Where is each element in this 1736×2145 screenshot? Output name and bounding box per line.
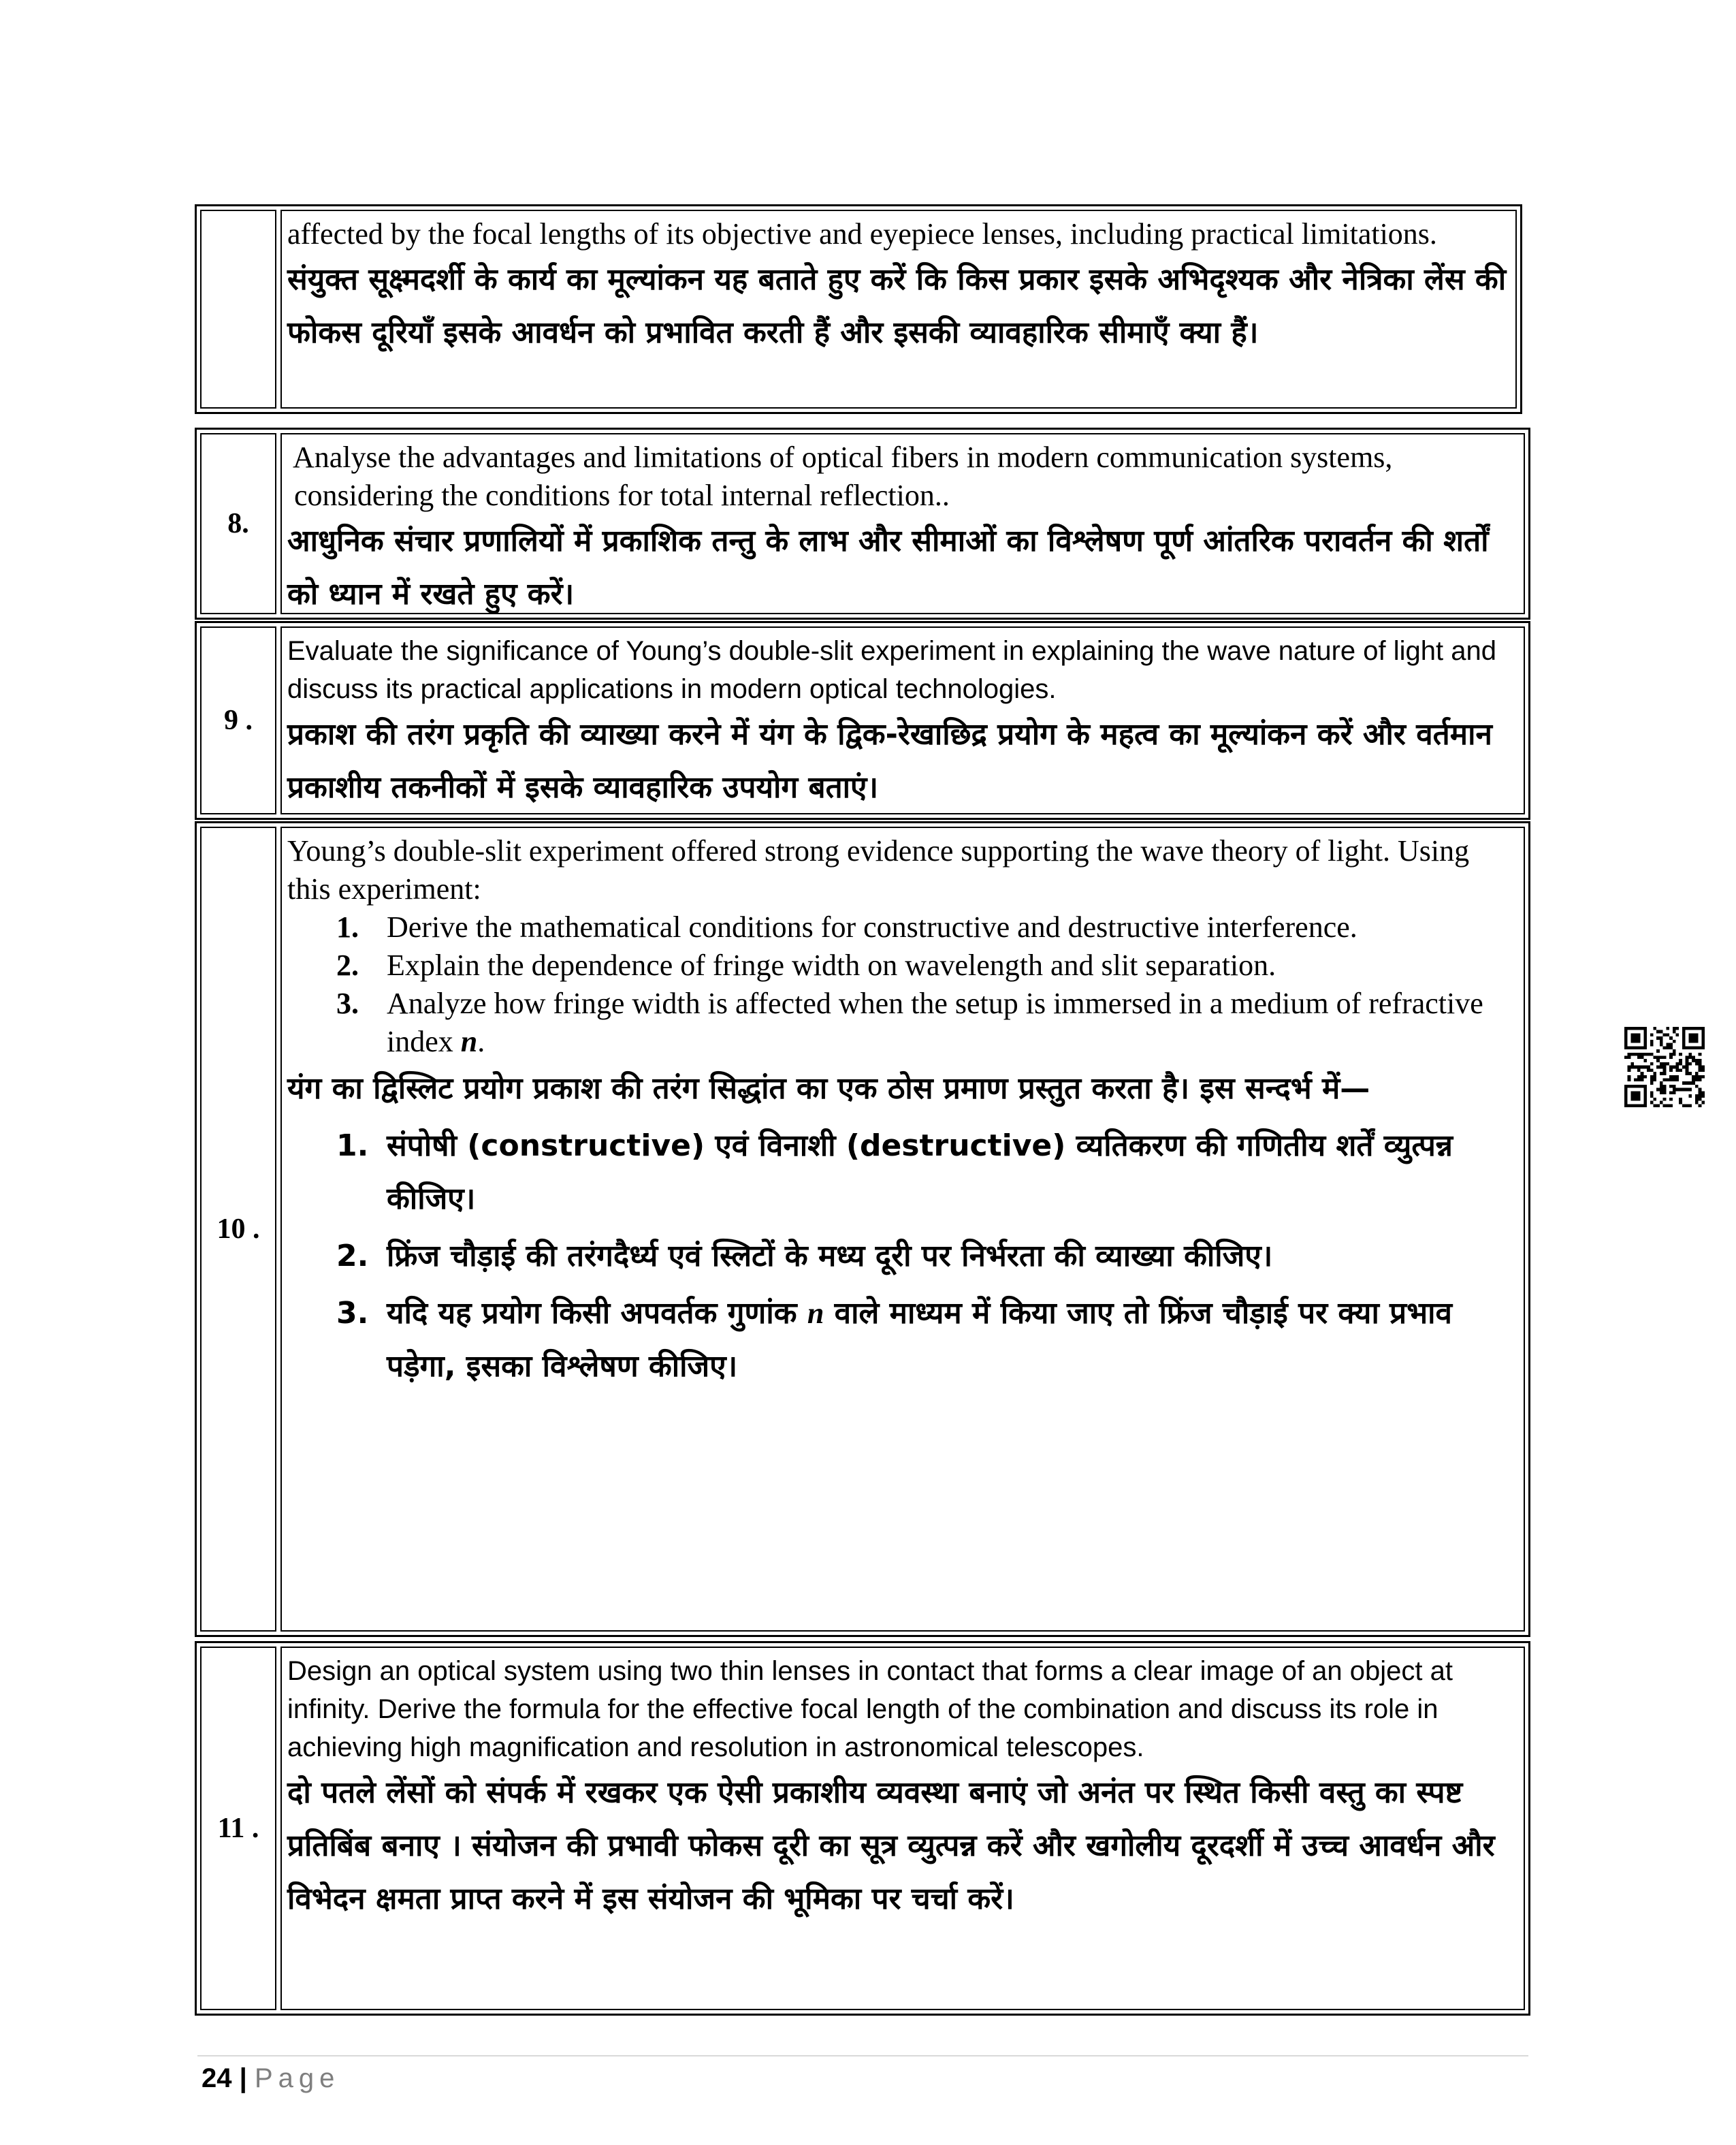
item-text-b: वाले माध्यम में किया जाए तो फ्रिंज चौड़ाई पर क्या प्रभाव पड़ेगा, इसका विश्लेषण कीजिए। [387, 1296, 1452, 1384]
item-text [387, 985, 1518, 1061]
item-number: 3. [336, 987, 359, 1020]
question-number: 11 . [200, 1647, 276, 2010]
question-content [280, 433, 1525, 614]
page-footer [202, 2063, 340, 2094]
question-hindi: दो पतले लेंसों को संपर्क में रखकर एक ऐसी प्रकाशीय व्यवस्था बनाएं जो अनंत पर स्थित किसी वस्तु का स्पष्ट प्रतिबिंब बनाए । संयोजन की प्रभावी फोकस दूरी का सूत्र व्युत्पन्न करें और खगोलीय दूरदर्शी में उच्च आवर्धन और विभेदन क्षमता प्राप्त करने में इस संयोजन की भूमिका पर चर्चा करें। [287, 1775, 1495, 1916]
item-number: 1. [336, 910, 359, 944]
question-english-intro: Young’s double-slit experiment offered strong evidence supporting the wave theory of light. Using this experiment: [287, 834, 1470, 906]
item-text: Explain the dependence of fringe width on wavelength and slit separation. [387, 949, 1276, 982]
question-english: Analyse the advantages and limitations of optical fibers in modern communication systems, considering the conditions for total internal reflection.. [293, 441, 1393, 512]
page-label: Page [254, 2063, 340, 2093]
item-number: 2. [336, 949, 359, 982]
list-item [336, 1230, 1518, 1283]
item-text [387, 1287, 1518, 1393]
question-english: Design an optical system using two thin lenses in contact that forms a clear image of an object at infinity. Derive the formula for the effective focal length of the combination and discuss its role in achieving high magnification and resolution in astronomical telescopes. [287, 1656, 1453, 1762]
question-block-9 [195, 621, 1530, 820]
item-number: 3. [336, 1296, 369, 1331]
question-number [200, 210, 276, 409]
item-text: फ्रिंज चौड़ाई की तरंगदैर्ध्य एवं स्लिटों के मध्य दूरी पर निर्भरता की व्याख्या कीजिए। [387, 1239, 1273, 1273]
question-block-8 [195, 428, 1530, 620]
question-hindi: आधुनिक संचार प्रणालियों में प्रकाशिक तन्तु के लाभ और सीमाओं का विश्लेषण पूर्ण आंतरिक परावर्तन की शर्तों को ध्यान में रखते हुए करें। [287, 524, 1489, 611]
question-number: 8. [200, 433, 276, 614]
variable-n: n [460, 1025, 478, 1058]
qr-code-icon [1624, 1027, 1705, 1107]
page-separator: | [239, 2063, 247, 2093]
list-item [336, 1287, 1518, 1393]
list-item [336, 1119, 1518, 1226]
footer-divider [197, 2055, 1528, 2056]
question-hindi-intro: यंग का द्विस्लिट प्रयोग प्रकाश की तरंग सिद्धांत का एक ठोस प्रमाण प्रस्तुत करता है। इस सन्दर्भ में— [287, 1071, 1370, 1106]
item-number: 2. [336, 1239, 369, 1273]
question-hindi: संयुक्त सूक्ष्मदर्शी के कार्य का मूल्यांकन यह बताते हुए करें कि किस प्रकार इसके अभिदृश्यक और नेत्रिका लेंस की फोकस दूरियाँ इसके आवर्धन को प्रभावित करती हैं और इसकी व्यावहारिक सीमाएँ क्या हैं। [287, 262, 1507, 350]
variable-n: n [807, 1297, 824, 1330]
page-number: 24 [202, 2063, 232, 2093]
question-english: Evaluate the significance of Young’s double-slit experiment in explaining the wave nature of light and discuss its practical applications in modern optical technologies. [287, 636, 1496, 704]
item-number: 1. [336, 1128, 369, 1163]
question-block-10 [195, 821, 1530, 1637]
item-text-end: . [477, 1025, 485, 1058]
question-content [280, 626, 1525, 814]
question-content [280, 827, 1525, 1632]
question-number: 9 . [200, 626, 276, 814]
hindi-subquestions [287, 1119, 1518, 1393]
list-item [336, 985, 1518, 1061]
question-hindi: प्रकाश की तरंग प्रकृति की व्याख्या करने में यंग के द्विक-रेखाछिद्र प्रयोग के महत्व का मूल्यांकन करें और वर्तमान प्रकाशीय तकनीकों में इसके व्यावहारिक उपयोग बताएं। [287, 717, 1492, 805]
question-content [280, 210, 1517, 409]
english-subquestions [287, 908, 1518, 1061]
item-text-a: यदि यह प्रयोग किसी अपवर्तक गुणांक [387, 1296, 807, 1331]
question-number: 10 . [200, 827, 276, 1632]
question-block-11 [195, 1641, 1530, 2016]
item-text: संपोषी (constructive) एवं विनाशी (destructive) व्यतिकरण की गणितीय शर्तें व्युत्पन्न कीजिए। [387, 1128, 1453, 1216]
question-english: affected by the focal lengths of its objective and eyepiece lenses, including practical limitations. [287, 217, 1437, 251]
list-item [336, 908, 1518, 947]
question-content [280, 1647, 1525, 2010]
item-text-main: Analyze how fringe width is affected when the setup is immersed in a medium of refractive index [387, 987, 1483, 1058]
item-text: Derive the mathematical conditions for constructive and destructive interference. [387, 910, 1357, 944]
list-item [336, 947, 1518, 985]
question-block-7-continued [195, 204, 1522, 414]
